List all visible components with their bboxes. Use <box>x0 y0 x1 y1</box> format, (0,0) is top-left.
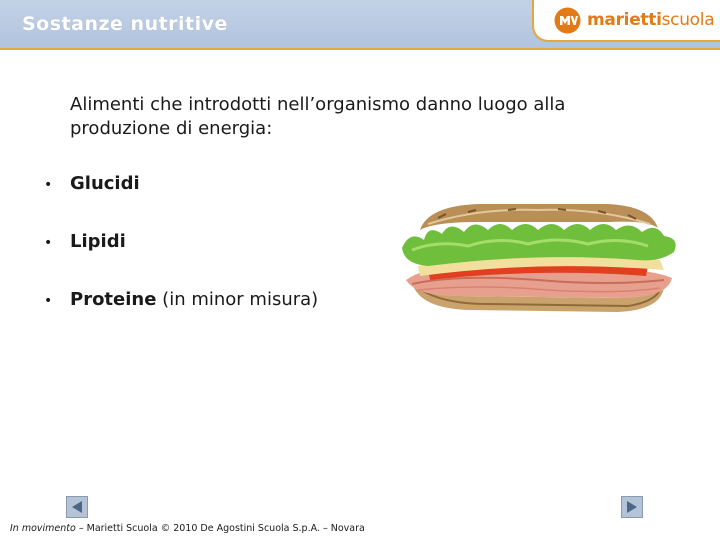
triangle-left-icon <box>70 500 84 514</box>
bullet-dot: • <box>44 235 53 251</box>
list-item-bold: Glucidi <box>70 173 140 194</box>
slide-header <box>0 0 720 50</box>
marietti-logo-icon <box>554 7 581 34</box>
list-item <box>44 172 140 197</box>
logo-text <box>587 10 714 30</box>
sandwich-image <box>398 200 680 314</box>
list-item-bold: Proteine <box>70 289 157 310</box>
publisher-logo <box>532 0 720 42</box>
logo-text-bold: marietti <box>587 10 662 30</box>
footer-rest: – Marietti Scuola © 2010 De Agostini Scuola S.p.A. – Novara <box>75 523 365 534</box>
list-item <box>44 288 318 313</box>
next-slide-button[interactable] <box>621 496 643 518</box>
previous-slide-button[interactable] <box>66 496 88 518</box>
list-item <box>44 230 126 255</box>
bullet-dot: • <box>44 177 53 193</box>
triangle-right-icon <box>625 500 639 514</box>
logo-text-thin: scuola <box>661 10 715 30</box>
footer-book-title: In movimento <box>10 523 76 534</box>
footer-copyright <box>10 523 365 534</box>
list-item-rest: (in minor misura) <box>156 289 319 310</box>
intro-text: Alimenti che introdotti nell’organismo danno luogo alla produzione di energia: <box>70 94 566 139</box>
bullet-dot: • <box>44 293 53 309</box>
list-item-bold: Lipidi <box>70 231 126 252</box>
slide-title: Sostanze nutritive <box>22 13 228 35</box>
